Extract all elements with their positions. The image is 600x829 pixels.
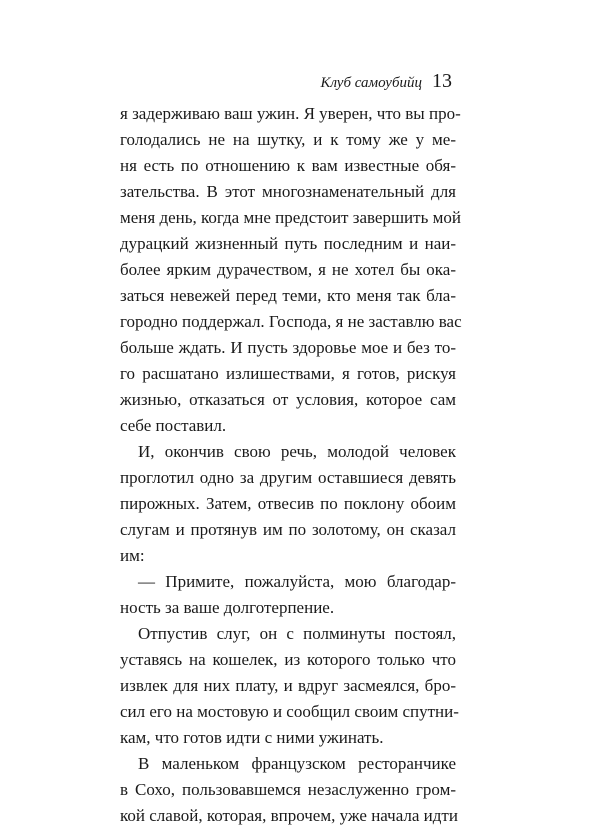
text-line: дурацкий жизненный путь последним и наи-	[120, 234, 456, 253]
text-line: уставясь на кошелек, из которого только что	[120, 650, 456, 669]
text-line: зательства. В этот многознаменательный для	[120, 182, 456, 201]
running-head	[321, 70, 453, 93]
text-line: проглотил одно за другим оставшиеся девять	[120, 468, 456, 487]
text-line: сил его на мостовую и сообщил своим спутни-	[120, 702, 459, 721]
text-line: голодались не на шутку, и к тому же у ме-	[120, 130, 456, 149]
text-line: слугам и протянув им по золотому, он сказал	[120, 520, 456, 539]
text-line: кам, что готов идти с ними ужинать.	[120, 728, 384, 747]
text-line: го расшатано излишествами, я готов, рискуя	[120, 364, 456, 383]
text-line: в Сохо, пользовавшемся незаслуженно гром-	[120, 780, 456, 799]
text-line: ня есть по отношению к вам известные обя-	[120, 156, 456, 175]
text-line: более ярким дурачеством, я не хотел бы ока-	[120, 260, 456, 279]
body-text	[120, 101, 462, 829]
text-line: пирожных. Затем, отвесив по поклону обоим	[120, 494, 456, 513]
text-line: ность за ваше долготерпение.	[120, 598, 335, 617]
text-line: Отпустив слуг, он с полминуты постоял,	[138, 624, 456, 643]
text-line: городно поддержал. Господа, я не заставлю вас	[120, 312, 462, 331]
text-line: В маленьком французском ресторанчике	[138, 754, 456, 773]
text-line: я задерживаю ваш ужин. Я уверен, что вы про-	[120, 104, 461, 123]
text-line: им:	[120, 546, 145, 565]
text-line: больше ждать. И пусть здоровье мое и без то-	[120, 338, 456, 357]
text-line: заться невежей перед теми, кто меня так бла-	[120, 286, 456, 305]
text-line: меня день, когда мне предстоит завершить мой	[120, 208, 461, 227]
text-line: себе поставил.	[120, 416, 227, 435]
text-line: — Примите, пожалуйста, мою благодар-	[138, 572, 456, 591]
text-line: извлек для них плату, и вдруг засмеялся, бро-	[120, 676, 456, 695]
running-title: Клуб самоубийц	[320, 75, 422, 91]
page-number: 13	[432, 70, 452, 92]
text-line: кой славой, которая, впрочем, уже начала идти	[120, 806, 458, 825]
text-line: жизнью, отказаться от условия, которое сам	[120, 390, 456, 409]
text-line: И, окончив свою речь, молодой человек	[138, 442, 456, 461]
